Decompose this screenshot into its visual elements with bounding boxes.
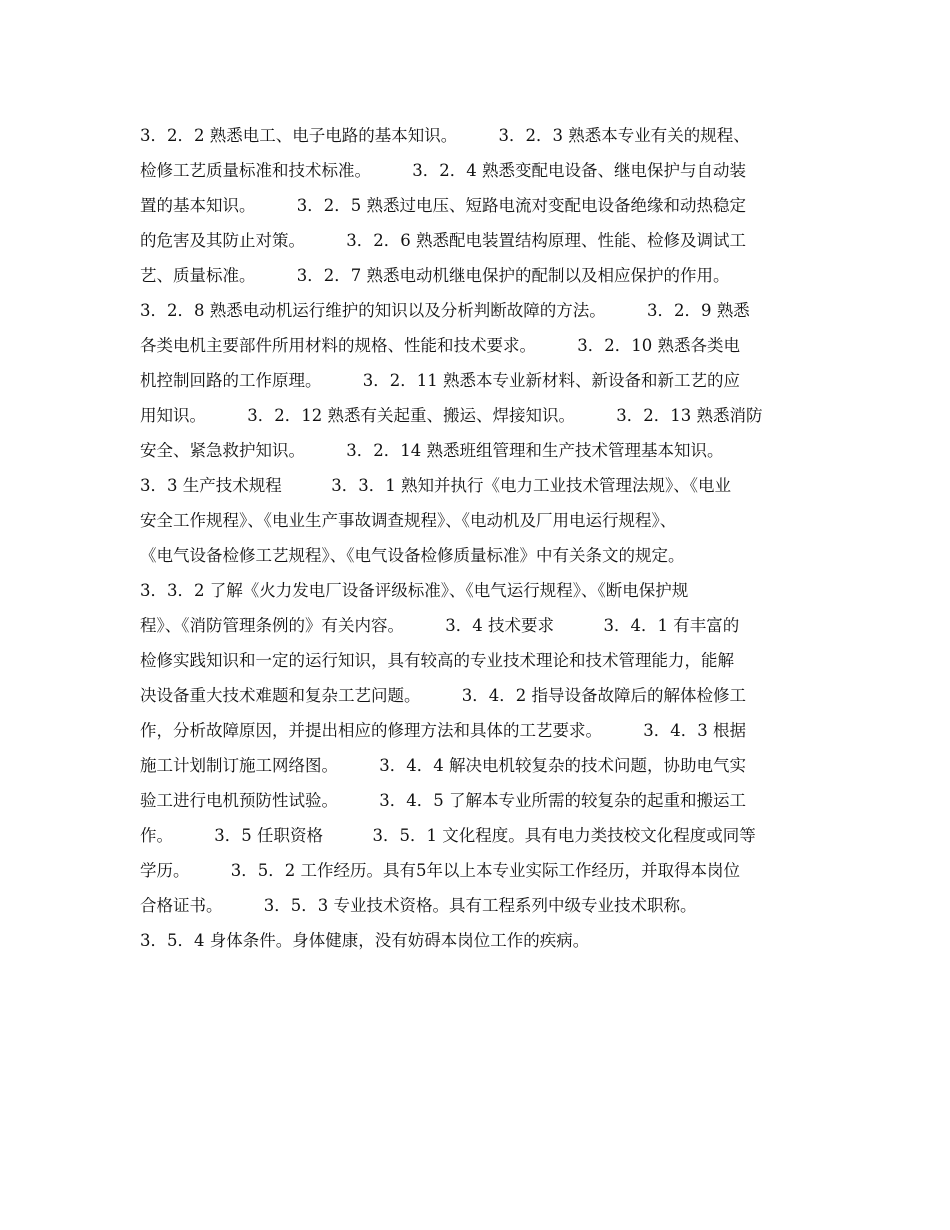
text-line: 《电气设备检修工艺规程》、《电气设备检修质量标准》中有关条文的规定。 — [140, 546, 685, 565]
text-line: 安全工作规程》、《电业生产事故调查规程》、《电动机及厂用电运行规程》、 — [140, 511, 677, 530]
text-line: 验工进行电机预防性试验。 3．4．5 了解本专业所需的较复杂的起重和搬运工 — [140, 791, 746, 810]
text-line: 检修实践知识和一定的运行知识，具有较高的专业技术理论和技术管理能力，能解 — [140, 651, 734, 670]
text-line: 置的基本知识。 3．2．5 熟悉过电压、短路电流对变配电设备绝缘和动热稳定 — [140, 196, 746, 215]
text-line: 检修工艺质量标准和技术标准。 3．2．4 熟悉变配电设备、继电保护与自动装 — [140, 161, 746, 180]
text-line: 安全、紧急救护知识。 3．2．14 熟悉班组管理和生产技术管理基本知识。 — [140, 441, 724, 460]
text-line: 3．2．2 熟悉电工、电子电路的基本知识。 3．2．3 熟悉本专业有关的规程、 — [140, 126, 750, 145]
text-line: 作。 3．5 任职资格 3．5．1 文化程度。具有电力类技校文化程度或同等 — [140, 826, 756, 845]
text-line: 学历。 3．5．2 工作经历。具有5年以上本专业实际工作经历，并取得本岗位 — [140, 861, 740, 880]
text-line: 3．2．8 熟悉电动机运行维护的知识以及分析判断故障的方法。 3．2．9 熟悉 — [140, 301, 750, 320]
text-line: 程》、《消防管理条例的》有关内容。 3．4 技术要求 3．4．1 有丰富的 — [140, 616, 740, 635]
text-line: 3．3．2 了解《火力发电厂设备评级标准》、《电气运行规程》、《断电保护规 — [140, 581, 689, 600]
body-text — [140, 118, 820, 958]
text-line: 各类电机主要部件所用材料的规格、性能和技术要求。 3．2．10 熟悉各类电 — [140, 336, 740, 355]
text-line: 用知识。 3．2．12 熟悉有关起重、搬运、焊接知识。 3．2．13 熟悉消防 — [140, 406, 763, 425]
text-line: 决设备重大技术难题和复杂工艺问题。 3．4．2 指导设备故障后的解体检修工 — [140, 686, 746, 705]
text-line: 合格证书。 3．5．3 专业技术资格。具有工程系列中级专业技术职称。 — [140, 896, 697, 915]
text-line: 机控制回路的工作原理。 3．2．11 熟悉本专业新材料、新设备和新工艺的应 — [140, 371, 740, 390]
text-line: 的危害及其防止对策。 3．2．6 熟悉配电装置结构原理、性能、检修及调试工 — [140, 231, 746, 250]
text-line: 3．5．4 身体条件。身体健康，没有妨碍本岗位工作的疾病。 — [140, 931, 590, 950]
text-line: 3．3 生产技术规程 3．3．1 熟知并执行《电力工业技术管理法规》、《电业 — [140, 476, 731, 495]
text-line: 作，分析故障原因，并提出相应的修理方法和具体的工艺要求。 3．4．3 根据 — [140, 721, 746, 740]
text-line: 艺、质量标准。 3．2．7 熟悉电动机继电保护的配制以及相应保护的作用。 — [140, 266, 730, 285]
text-line: 施工计划制订施工网络图。 3．4．4 解决电机较复杂的技术问题，协助电气实 — [140, 756, 746, 775]
